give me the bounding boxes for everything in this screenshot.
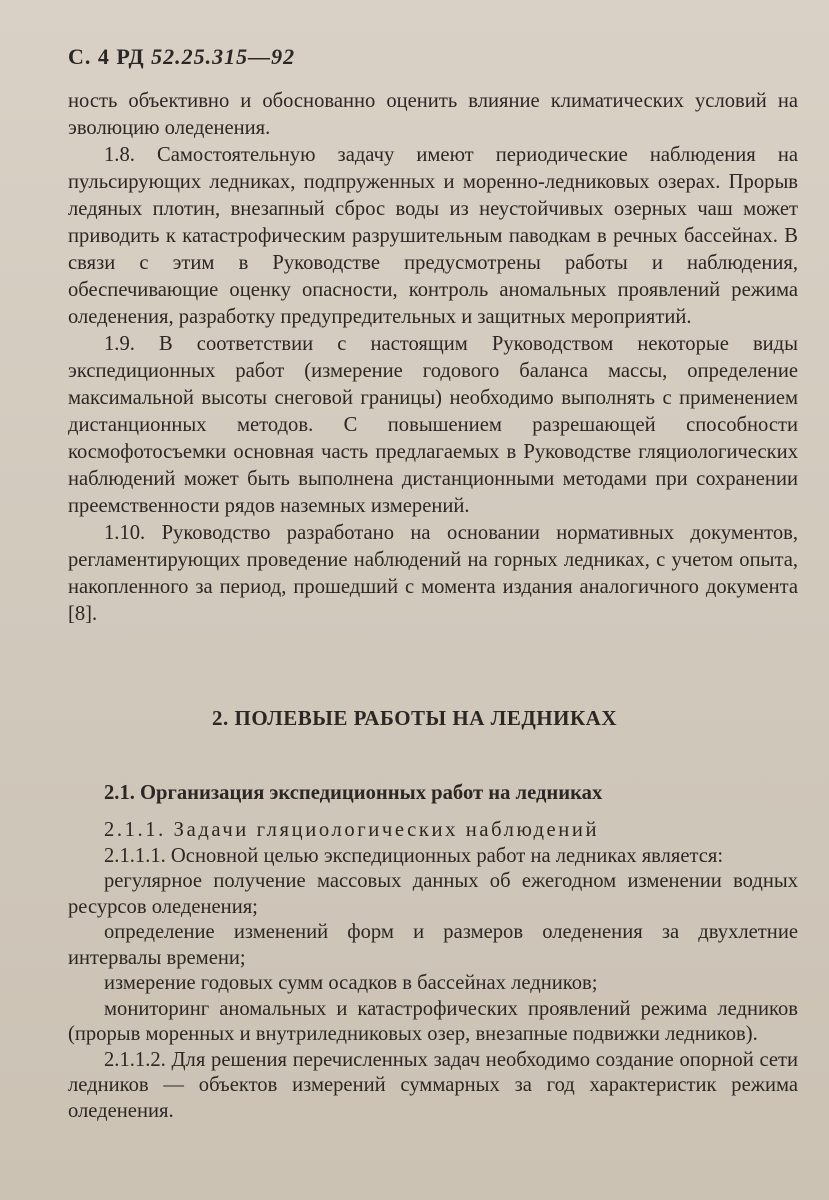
- list-item: мониторинг аномальных и катастрофических проявлений режима ледников (прорыв моренных и внутриледниковых озер, внезапные подвижки ледников).: [68, 997, 798, 1045]
- section-1-body: [68, 88, 798, 628]
- paragraph-1-10: 1.10. Руководство разработано на основании нормативных документов, регламентирующих проведение наблюдений на горных ледниках, с учетом опыта, накопленного за период, прошедший с момента издания аналогичного документа [8].: [68, 522, 798, 625]
- paragraph-1-7-end: ность объективно и обоснованно оценить влияние климатических условий на эволюцию оледенения.: [68, 90, 798, 139]
- paragraph-2-1-1-1: 2.1.1.1. Основной целью экспедиционных работ на ледниках является:: [104, 844, 724, 867]
- doc-number: 52.25.315—92: [151, 44, 296, 69]
- list-item: определение изменений форм и размеров оледенения за двухлетние интервалы времени;: [68, 921, 798, 969]
- section-2-title: 2. ПОЛЕВЫЕ РАБОТЫ НА ЛЕДНИКАХ: [212, 706, 617, 730]
- sub-heading-2-1-1: 2.1.1. Задачи гляциологических наблюдений: [104, 819, 600, 841]
- section-2-1-title: 2.1. Организация экспедиционных работ на ледниках: [104, 782, 603, 804]
- section-2-body: [68, 818, 798, 1124]
- list-item: регулярное получение массовых данных об ежегодном изменении водных ресурсов оледенения;: [68, 870, 798, 918]
- paragraph-1-8: 1.8. Самостоятельную задачу имеют периодические наблюдения на пульсирующих ледниках, подпруженных и моренно-ледниковых озерах. Прорыв ледяных плотин, внезапный сброс воды из неустойчивых озерных чаш может приводить к катастрофическим разрушительным паводкам в речных бассейнах. В связи с этим в Руководстве предусмотрены работы и наблюдения, обеспечивающие оценку опасности, контроль аномальных проявлений режима оледенения, разработку предупредительных и защитных мероприятий.: [68, 144, 798, 328]
- paragraph-1-9: 1.9. В соответствии с настоящим Руководством некоторые виды экспедиционных работ (измерение годового баланса массы, определение максимальной высоты снеговой границы) необходимо выполнять с применением дистанционных методов. С повышением разрешающей способности космофотосъемки основная часть предлагаемых в Руководстве гляциологических наблюдений может быть выполнена дистанционными методами при сохранении преемственности рядов наземных измерений.: [68, 333, 798, 517]
- page-header: [68, 44, 295, 70]
- header-prefix: С. 4 РД: [68, 44, 145, 69]
- list-item: измерение годовых сумм осадков в бассейнах ледников;: [104, 972, 598, 994]
- paragraph-2-1-1-2: 2.1.1.2. Для решения перечисленных задач необходимо создание опорной сети ледников — объектов измерений суммарных за год характеристик режима оледенения.: [68, 1048, 798, 1122]
